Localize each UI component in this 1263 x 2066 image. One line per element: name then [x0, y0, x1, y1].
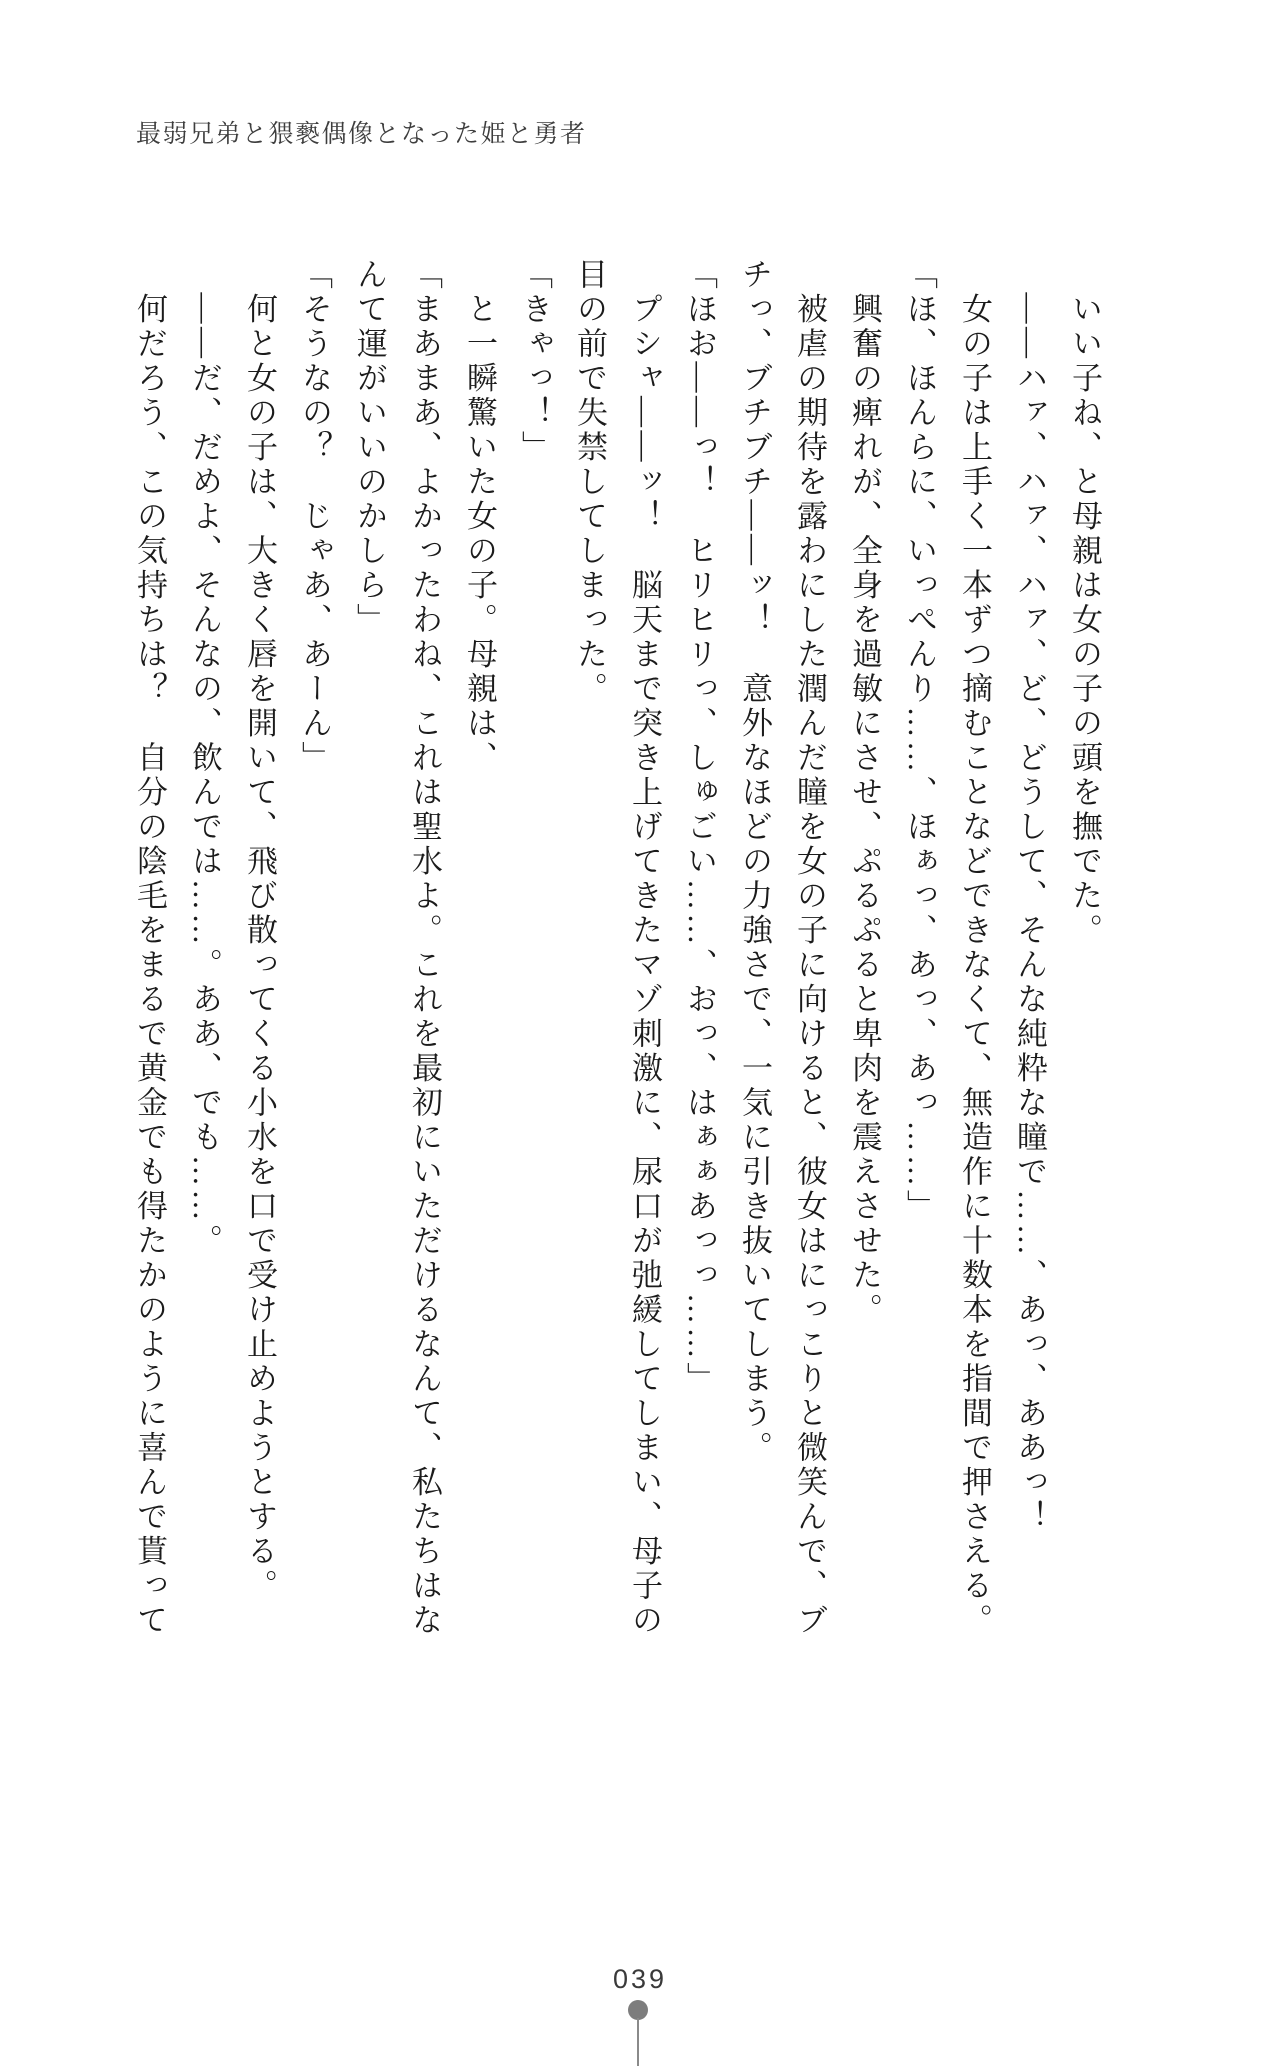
paragraph: ――ハァ、ハァ、ハァ、ど、どうして、そんな純粋な瞳で……、あっ、ああっ！ — [1012, 258, 1047, 1535]
paragraph: 「そうなの？ じゃあ、あーん」 — [297, 258, 332, 776]
page-marker-line — [637, 2018, 639, 2066]
page-number: 039 — [612, 1964, 668, 1994]
body-text — [122, 258, 1112, 1643]
paragraph: 「ほ、ほんらに、いっぺんり……、ほぁっ、あっ、あっ……」 — [902, 258, 937, 1224]
paragraph: 何と女の子は、大きく唇を開いて、飛び散ってくる小水を口で受け止めようとする。 — [242, 258, 277, 1604]
paragraph: 「まあまあ、よかったわね、これは聖水よ。これを最初にいただけるなんて、私たちはなんて運がいいのかしら」 — [352, 258, 442, 1638]
paragraph: 女の子は上手く一本ずつ摘むことなどできなくて、無造作に十数本を指間で押さえる。 — [957, 258, 992, 1638]
paragraph: プシャ――ッ！ 脳天まで突き上げてきたマゾ刺激に、尿口が弛緩してしまい、母子の目の前で失禁してしまった。 — [572, 258, 662, 1638]
page-marker-dot-icon — [628, 2000, 648, 2020]
paragraph: ――だ、だめよ、そんなの、飲んでは……。ああ、でも……。 — [187, 258, 222, 1259]
paragraph: 何だろう、この気持ちは？ 自分の陰毛をまるで黄金でも得たかのように喜んで貰って — [132, 258, 167, 1638]
paragraph: 被虐の期待を露わにした潤んだ瞳を女の子に向けると、彼女はにっこりと微笑んで、ブチっ、ブチブチ――ッ！ 意外なほどの力強さで、一気に引き抜いてしまう。 — [737, 258, 827, 1638]
paragraph: と一瞬驚いた女の子。母親は、 — [462, 258, 497, 776]
paragraph: 「ほお――っ！ ヒリヒリっ、しゅごい……、おっ、はぁぁあっっ……」 — [682, 258, 717, 1397]
paragraph: 「きゃっ！」 — [517, 258, 552, 465]
paragraph: 興奮の痺れが、全身を過敏にさせ、ぷるぷると卑肉を震えさせた。 — [847, 258, 882, 1328]
paragraph: いい子ね、と母親は女の子の頭を撫でた。 — [1067, 258, 1102, 948]
running-header: 最弱兄弟と猥褻偶像となった姫と勇者 — [136, 121, 587, 148]
